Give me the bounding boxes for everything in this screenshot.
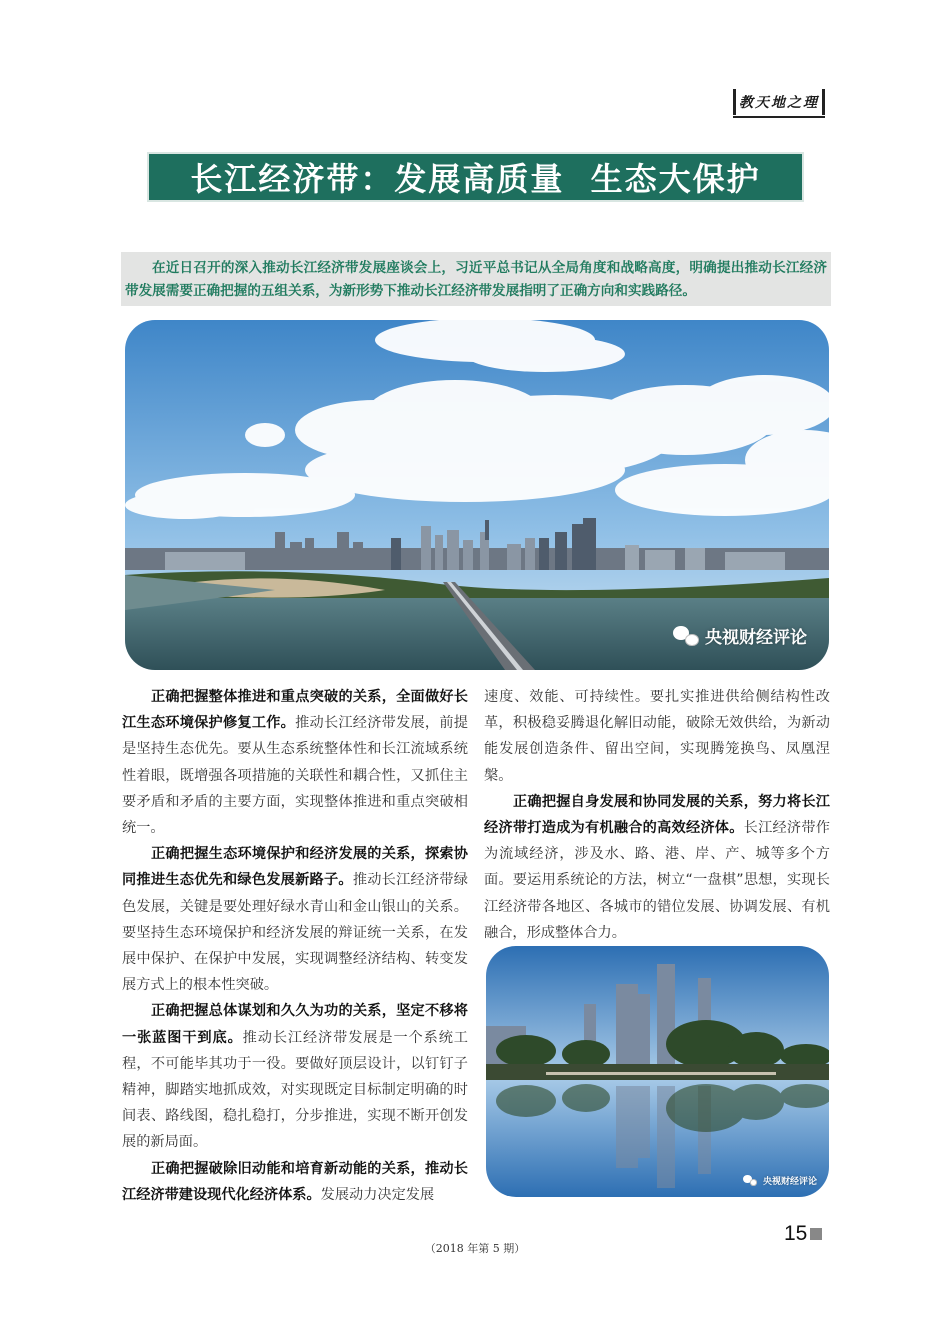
paragraph-5-text: 长江经济带作为流域经济，涉及水、路、港、岸、产、城等多个方面。要运用系统论的方法，树立“一盘棋”思想，实现长江经济带各地区、各城市的错位发展、协调发展、有机融合，形成整体合力。 [484,820,830,941]
paragraph-5 [484,789,830,946]
paragraph-4-heading: 正确把握破除旧动能和培育新动能的关系，推动长江经济带建设现代化经济体系。 [122,1160,468,1203]
watermark-top-text: 央视财经评论 [705,628,807,648]
lead-paragraph: 在近日召开的深入推动长江经济带发展座谈会上，习近平总书记从全局角度和战略高度，明确提出推动长江经济带发展需要正确把握的五组关系，为新形势下推动长江经济带发展指明了正确方向和实践路径。 [125,260,827,299]
wechat-icon [743,1175,757,1186]
column-tag-underline [733,116,825,118]
page-title: 长江经济带：发展高质量 生态大保护 [190,160,761,198]
left-article-column [122,684,468,1208]
page-number [784,1222,822,1246]
city-panorama-photo [125,320,829,670]
watermark-top [673,623,807,648]
paragraph-1 [122,684,468,841]
title-banner [147,152,804,202]
paragraph-2-heading: 正确把握生态环境保护和经济发展的关系，探索协同推进生态优先和绿色发展新路子。 [122,846,468,889]
column-tag: 教天地之理 [733,89,825,115]
page-marker-square [810,1228,822,1240]
watermark-bottom [743,1174,817,1187]
issue-label: （2018 年第 5 期） [424,1242,526,1255]
page-number-text: 15 [784,1222,808,1245]
paragraph-2-text: 推动长江经济带绿色发展，关键是要处理好绿水青山和金山银山的关系。要坚持生态环境保护和经济发展的辩证统一关系，在发展中保护、在保护中发展，实现调整经济结构、转变发展方式上的根本性突破。 [122,872,468,994]
paragraph-3 [122,998,468,1155]
wechat-icon [673,626,699,646]
paragraph-1-text: 推动长江经济带发展，前提是坚持生态优先。要从生态系统整体性和长江流域系统性着眼，既增强各项措施的关联性和耦合性，又抓住主要矛盾和矛盾的主要方面，实现整体推进和重点突破相统一。 [122,715,468,837]
paragraph-4-text: 发展动力决定发展 [320,1186,435,1203]
paragraph-3-text: 推动长江经济带发展是一个系统工程，不可能毕其功于一役。要做好顶层设计，以钉钉子精神，脚踏实地抓成效，对实现既定目标制定明确的时间表、路线图，稳扎稳打，分步推进，实现不断开创发展的新局面。 [122,1029,468,1151]
paragraph-3-heading: 正确把握总体谋划和久久为功的关系，坚定不移将一张蓝图干到底。 [122,1003,468,1046]
watermark-bottom-text: 央视财经评论 [762,1177,817,1187]
right-article-column [484,684,830,946]
city-reflection-photo [486,946,829,1197]
paragraph-4 [122,1156,468,1208]
paragraph-4-continued-text: 速度、效能、可持续性。要扎实推进供给侧结构性改革，积极稳妥腾退化解旧动能，破除无效供给，为新动能发展创造条件、留出空间，实现腾笼换鸟、凤凰涅槃。 [484,689,830,784]
lead-box [121,252,831,306]
paragraph-4-continued [484,684,830,789]
paragraph-2 [122,841,468,998]
paragraph-5-heading: 正确把握自身发展和协同发展的关系，努力将长江经济带打造成为有机融合的高效经济体。 [484,793,830,837]
paragraph-1-heading: 正确把握整体推进和重点突破的关系，全面做好长江生态环境保护修复工作。 [122,689,468,732]
